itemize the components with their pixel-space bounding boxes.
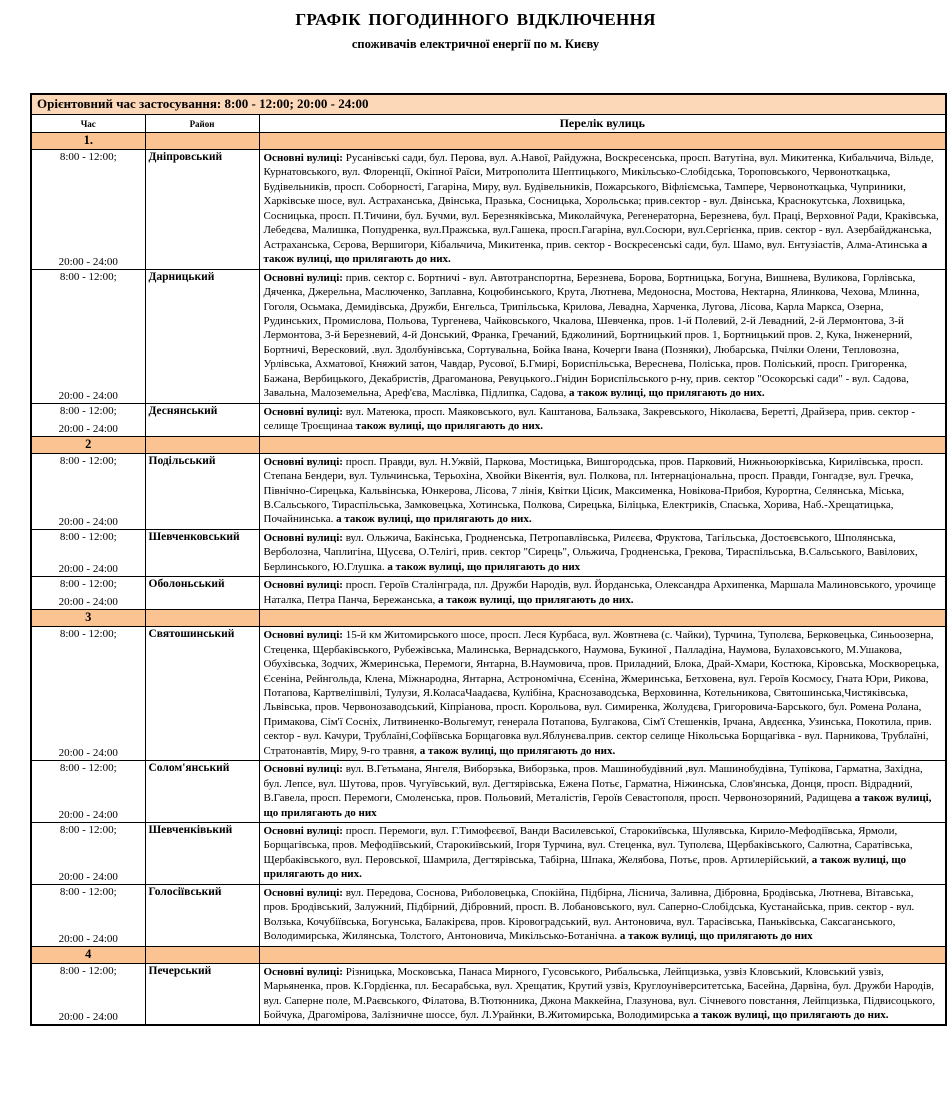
streets-label: Основні вулиці: bbox=[263, 965, 343, 978]
time-cell bbox=[31, 529, 145, 576]
district-name: Дарницький bbox=[145, 269, 259, 403]
time-slot-evening: 20:00 - 24:00 bbox=[58, 563, 118, 576]
group-empty-cell bbox=[145, 946, 259, 963]
table-row bbox=[31, 963, 946, 1025]
time-slot-morning: 8:00 - 12:00; bbox=[59, 454, 117, 467]
district-name: Печерський bbox=[145, 963, 259, 1025]
group-number: 3 bbox=[31, 610, 145, 627]
streets-text: вул. Матеюка, просп. Маяковського, вул. Каштанова, Бальзака, Закревського, Ніколаєва, Беретті, Драйзера, прив. сектор - селище Троєщинаа bbox=[263, 405, 916, 433]
time-slot-evening: 20:00 - 24:00 bbox=[58, 809, 118, 822]
time-slot-morning: 8:00 - 12:00; bbox=[59, 885, 117, 898]
time-cell bbox=[31, 627, 145, 761]
table-row bbox=[31, 453, 946, 529]
group-number: 2 bbox=[31, 436, 145, 453]
streets-text: вул. Передова, Соснова, Риболовецька, Спокійна, Підбірна, Ліснича, Заливна, Дібровна, Бродівська, Лютнева, Вітавська, пров. Бродівський, Залужний, Підбірний, Дібровний, просп. В. Лобановського, вул. Саперно-Слобідська, Кустанайська, прив. сектор - вул. Волзька, Кочубіївська, Богунська, Балакірєва, пров. Кіровоградський, вул. Антоновича, вул. Тарасівська, Паньківська, Саксаганського, Володимирська, Жилянська, Толстого, Антоновича, Микільсько-Ботанічна. bbox=[263, 886, 915, 943]
time-cell bbox=[31, 761, 145, 823]
district-name: Шевченковський bbox=[145, 529, 259, 576]
group-empty-cell bbox=[259, 436, 946, 453]
streets-suffix: а також вулиці, що прилягають до них bbox=[263, 792, 932, 819]
district-name: Голосіївський bbox=[145, 884, 259, 946]
time-cell bbox=[31, 269, 145, 403]
group-number: 1. bbox=[31, 133, 145, 150]
streets-suffix: а також вулиці, що прилягають до них. bbox=[569, 387, 765, 400]
table-row bbox=[31, 403, 946, 436]
streets-suffix: також вулиці, що прилягають до них. bbox=[355, 420, 543, 433]
streets-text: просп. Героїв Сталінграда, пл. Дружби Народів, вул. Йорданська, Олександра Архипенка, Маршала Малиновського, урочище Наталка, Петра Панча, Бережанська, bbox=[263, 579, 936, 606]
time-slot-morning: 8:00 - 12:00; bbox=[59, 964, 117, 977]
time-slot-morning: 8:00 - 12:00; bbox=[59, 628, 117, 641]
time-application-text: Орієнтовний час застосування: 8:00 - 12:00; 20:00 - 24:00 bbox=[31, 94, 946, 115]
time-slot-morning: 8:00 - 12:00; bbox=[59, 151, 117, 163]
column-header-time: Час bbox=[31, 115, 145, 133]
time-slot-evening: 20:00 - 24:00 bbox=[58, 747, 118, 760]
streets-list bbox=[259, 823, 946, 885]
streets-list bbox=[259, 269, 946, 403]
table-row bbox=[31, 884, 946, 946]
streets-suffix: а також вулиці, що прилягають до них. bbox=[692, 1009, 889, 1022]
table-row bbox=[31, 150, 946, 270]
streets-suffix: а також вулиці, що прилягають до них. bbox=[263, 853, 907, 881]
table-row bbox=[31, 529, 946, 576]
streets-text: прив. сектор с. Бортничі - вул. Автотранспортна, Березнева, Борова, Бортницька, Богуна, Вишнева, Вуликова, Горлівська, Дяченка, Джерельна, Маслюченко, Заплавна, Коцюбинського, Крута, Лютнева, Медоносна, Мостова, Нектарна, Ялинкова, Чехова, Млинна, Гоголя, Осьмака, Демидівська, Дружби, Енгельса, Трипільська, Крилова, Левадна, Харченка, Лугова, Лісова, Карла Маркса, Озерна, Рудинських, Промислова, Польова, Тургенева, Чайковського, Чкалова, Шевченка, пров. 1-й Полевий, 2-й Левадний, 2-й Лермонтова, 3-й Лермонтова, 3-й Березневий, 4-й Донський, Франка, Гречаний, Бджолиний, Бортницький пров. 1, Бортницький пров. 2, Кука, Інженерний, Бортничі, Вересковий, .вул. Здолбунівська, Сортувальна, Бойка Івана, Кочерги Івана (Позняки), Любарська, Пчілки Олени, Тепловозна, Урлівська, Ахматової, Княжий затон, Чавдар, Русової, Б.Гмирі, Бориспільська, Вереснева, Поліська, пров. Поліський, просп. Григоренка, Бажана, Вербицького, Декабристів, Драгоманова, Ревуцького..Гнідин Бориспільського р-ну, прив. сектор "Осокорські сади" - вул. Садова, Завальна, Малоземельна, Ареф'єва, Маслівка, Підлипка, Садова, bbox=[263, 271, 920, 400]
column-header-district: Район bbox=[145, 115, 259, 133]
time-application-band bbox=[31, 94, 946, 115]
streets-list bbox=[259, 529, 946, 576]
streets-list bbox=[259, 761, 946, 823]
district-name: Деснянський bbox=[145, 403, 259, 436]
time-slot-morning: 8:00 - 12:00; bbox=[59, 404, 117, 417]
time-slot-evening: 20:00 - 24:00 bbox=[58, 389, 118, 402]
district-name: Оболоньський bbox=[145, 577, 259, 610]
time-slot-evening: 20:00 - 24:00 bbox=[58, 422, 118, 435]
streets-suffix: а також вулиці, що прилягають до них. bbox=[263, 238, 928, 266]
streets-text: вул. Ольжича, Бакінська, Гродненська, Петропавлівська, Рилєєва, Фруктова, Тагільська, Достоєвського, Шполянська, Верболозна, Чаплигіна, Щусєва, О.Телігі, прив. сектор "Сирець", Ольжича, Гродненська, Грекова, Тираспільська, В.Сальського, Вавілових, Берлинського, Ю.Глушка. bbox=[263, 531, 918, 573]
page-title: ГРАФІК ПОГОДИННОГО ВІДКЛЮЧЕННЯ bbox=[295, 10, 656, 29]
group-empty-cell bbox=[145, 610, 259, 627]
time-cell bbox=[31, 823, 145, 885]
group-header-row bbox=[31, 610, 946, 627]
table-body bbox=[31, 94, 946, 1025]
column-header-row bbox=[31, 115, 946, 133]
column-header-streets: Перелік вулиць bbox=[259, 115, 946, 133]
group-empty-cell bbox=[259, 610, 946, 627]
streets-label: Основні вулиці: bbox=[263, 763, 343, 776]
table-row bbox=[31, 577, 946, 610]
streets-text: просп. Перемоги, вул. Г.Тимофєєвої, Ванди Василевської, Старокиївська, Шулявська, Кирило-Мефодіївська, Ярмоли, Борщагівська, пров. Мефодіївський, Старокиївський, Ігоря Турчина, вул. Стеценка, вул. Туполєва, Щербаківського, Салютна, Саратівська, Щербаківського, вул. Перовської, Шамрила, Дегтярівська, Табірна, Шпака, Желябова, Потьє, пров. Артилерійський, bbox=[263, 825, 913, 866]
streets-label: Основні вулиці: bbox=[263, 579, 343, 592]
streets-list bbox=[259, 150, 946, 270]
streets-text: 15-й км Житомирського шосе, просп. Леся Курбаса, вул. Жовтнева (с. Чайки), Турчина, Туполєва, Берковецька, Синьоозерна, Стеценка, Щербаківського, Рубежівська, Малинська, Вернадського, Наумова, Букиної , Палладіна, Наумова, Булаховського, М.Ушакова, Обухівська, Зодчих, Жмеринська, Перемоги, Янтарна, В.Наумовича, пров. Приладний, Блока, Драй-Хмари, Костюка, Кіровська, Москворецька, Єсеніна, Рейнгольда, Клена, Міжнародна, Янтарна, Астрономічна, Єсеніна, Жмеринська, Бетховена, вул. Героїв Космосу, Гната Юри, Рикова, Потапова, Картвелішвілі, Тулузи, Я.КоласаЧаадаєва, Кулібіна, Краснозаводська, Верховинна, Котельникова, Святошинська,Чистяківська, Львівська, пров. Червонозаводський, Кіпріанова, просп. Корольова, вул. Симиренка, Жолудєва, Григоровича-Барського, бул. Ромена Ролана, Примакова, Сім'ї Сосніх, Литвиненко-Вольгемут, генерала Потапова, Булгакова, Сім'ї Стешенків, Ірчана, Авдєєнка, Узинська, Покотила, прив. сектор - вул. Качури, Трублаїні,Софіївська Борщаговка вул.Яблунєва.прив. сектор селище Нікольська Борщагівка - вул. Парникова, Трублаїні, Стратонавтів, Миру, 9-го травня, bbox=[263, 629, 939, 757]
streets-label: Основні вулиці: bbox=[263, 405, 343, 418]
time-cell bbox=[31, 577, 145, 610]
time-slot-morning: 8:00 - 12:00; bbox=[59, 530, 117, 543]
streets-list bbox=[259, 963, 946, 1025]
streets-list bbox=[259, 577, 946, 610]
time-cell bbox=[31, 453, 145, 529]
table-row bbox=[31, 269, 946, 403]
outage-schedule-table bbox=[30, 93, 947, 1026]
streets-label: Основні вулиці: bbox=[263, 152, 343, 164]
district-name: Подільський bbox=[145, 453, 259, 529]
district-name: Святошинський bbox=[145, 627, 259, 761]
group-header-row bbox=[31, 436, 946, 453]
streets-text: Русанівські сади, бул. Перова, вул. А.Навої, Райдужна, Воскресенська, просп. Ватутіна, вул. Микитенка, Кибальчича, Вільде, Курнатовського, вул. Флоренції, Окіпної Раїси, Митрополита Шептицького, Микільсько-Слобідська, Тороповського, Червоноткацька, Будівельників, просп. Соборності, Гагаріна, Миру, вул. Будівельників, Пожарського, Віфліємська, Тампере, Червоноткацька, Чуприники, Харківське шосе, вул. Астраханська, Двінська, Празька, Сосницька, Хорольська; прив.сектор - вул. Двінська, Краснокутська, Лохвицька, Сосницька, просп. П.Тичини, бул. Бучми, вул. Березняківська, Миколайчука, Регенераторна, Березнева, бул. Праці, Верховної Ради, Краківська, Лебедєва, Малишка, Попудренка, вул.Пражська, вул.Гашека, просп.Гагаріна, вул.Сосюри, вул.Сергієнка, прив. сектор - вул. Азербайджанська, Астраханська, Сєрова, Вершигори, Кібальчича, Микитенка, прив. сектор - Воскресенські сади, бул. Шамо, вул. Ентузіастів, Алма-Атинська bbox=[263, 152, 939, 251]
district-name: Шевченківький bbox=[145, 823, 259, 885]
streets-label: Основні вулиці: bbox=[263, 825, 343, 838]
streets-suffix: а також вулиці, що прилягають до них bbox=[387, 560, 581, 573]
streets-suffix: а також вулиці, що прилягають до них. bbox=[336, 513, 532, 526]
district-name: Солом'янський bbox=[145, 761, 259, 823]
group-empty-cell bbox=[259, 946, 946, 963]
page-subtitle: споживачів електричної енергії по м. Києву bbox=[351, 37, 600, 51]
time-cell bbox=[31, 403, 145, 436]
time-slot-morning: 8:00 - 12:00; bbox=[59, 578, 117, 591]
streets-text: Різницька, Московська, Панаса Мирного, Гусовського, Рибальська, Лейпцизька, узвіз Кловський, Кловський узвіз, Марьяненка, пров. К.Гордієнка, пл. Бесарабська, вул. Хрещатик, Крутий узвіз, Круглоуніверситетська, Басейна, Дарвіна, бул. Дружби Народів, вул. Саперне поле, М.Раєвського, Філатова, В.Тютюнника, Джона Маккейна, Глазунова, вул. Січневого повстання, Лейпцизька, Підвисоцького, Бойчука, Драгомірова, Залізничне шоссе, бул. Л.Урайнки, В.Житомирська, Володимирська bbox=[263, 965, 936, 1022]
time-slot-evening: 20:00 - 24:00 bbox=[58, 932, 118, 945]
time-slot-evening: 20:00 - 24:00 bbox=[58, 1011, 118, 1024]
streets-text: просп. Правди, вул. Н.Ужвій, Паркова, Мостицька, Вишгородська, пров. Парковий, Нижньоюрківська, Кирилівська, просп. Степана Бендери, вул. Тульчинська, Терьохіна, Хвойки Вікентія, вул. Полкова, пл. Інтернаціональна, просп. Правди, Гонгадзе, вул. Гречка, Північно-Сирецька, Кальвінська, Юнкерова, Лісова, 7 лінія, Квітки Цісик, Максименка, Новікова-Прибоя, Курортна, Селянська, Міська, В.Сальського, Тираспільська, Замковецька, Хотинська, Полкова, Сирецька, Біліцька, Електриків, Спаська, Хорива, Наб.-Хрещатицька, Почайнинська. bbox=[263, 455, 924, 526]
streets-label: Основні вулиці: bbox=[263, 629, 343, 642]
group-header-row bbox=[31, 946, 946, 963]
table-row bbox=[31, 823, 946, 885]
group-number: 4 bbox=[31, 946, 145, 963]
time-slot-morning: 8:00 - 12:00; bbox=[59, 270, 117, 283]
streets-list bbox=[259, 884, 946, 946]
group-empty-cell bbox=[145, 133, 259, 150]
streets-text: вул. В.Гетьмана, Янгеля, Виборзька, Виборзька, пров. Машинобудівний ,вул. Машинобудівна, Тупікова, Гарматна, Західна, бул. Лепсе, вул. Шутова, пров. Чугуївський, вул. Дегтярівська, Ежена Потьє, Гарматна, Ніжинська, Слов'янська, Донця, просп. Відрадний, В.Гавела, просп. Перемоги, Смоленська, пров. Польовий, Металістів, Героїв Севастополя, просп. Червонозоряний, Радищева bbox=[263, 763, 923, 805]
time-cell bbox=[31, 963, 145, 1025]
group-header-row bbox=[31, 133, 946, 150]
table-row bbox=[31, 627, 946, 761]
streets-suffix: а також вулиці, що прилягають до них. bbox=[419, 744, 616, 757]
group-empty-cell bbox=[259, 133, 946, 150]
group-empty-cell bbox=[145, 436, 259, 453]
time-slot-morning: 8:00 - 12:00; bbox=[59, 762, 117, 775]
district-name: Дніпровський bbox=[145, 150, 259, 270]
streets-label: Основні вулиці: bbox=[263, 531, 343, 544]
time-cell bbox=[31, 884, 145, 946]
streets-suffix: а також вулиці, що прилягають до них. bbox=[437, 593, 634, 606]
streets-label: Основні вулиці: bbox=[263, 455, 343, 468]
streets-list bbox=[259, 453, 946, 529]
streets-suffix: а також вулиці, що прилягають до них bbox=[619, 930, 813, 943]
time-cell bbox=[31, 150, 145, 270]
table-row bbox=[31, 761, 946, 823]
streets-label: Основні вулиці: bbox=[263, 271, 343, 284]
streets-list bbox=[259, 627, 946, 761]
time-slot-evening: 20:00 - 24:00 bbox=[58, 870, 118, 883]
time-slot-evening: 20:00 - 24:00 bbox=[58, 596, 118, 609]
time-slot-morning: 8:00 - 12:00; bbox=[59, 824, 117, 837]
streets-list bbox=[259, 403, 946, 436]
time-slot-evening: 20:00 - 24:00 bbox=[58, 515, 118, 528]
time-slot-evening: 20:00 - 24:00 bbox=[58, 255, 118, 268]
streets-label: Основні вулиці: bbox=[263, 886, 343, 899]
